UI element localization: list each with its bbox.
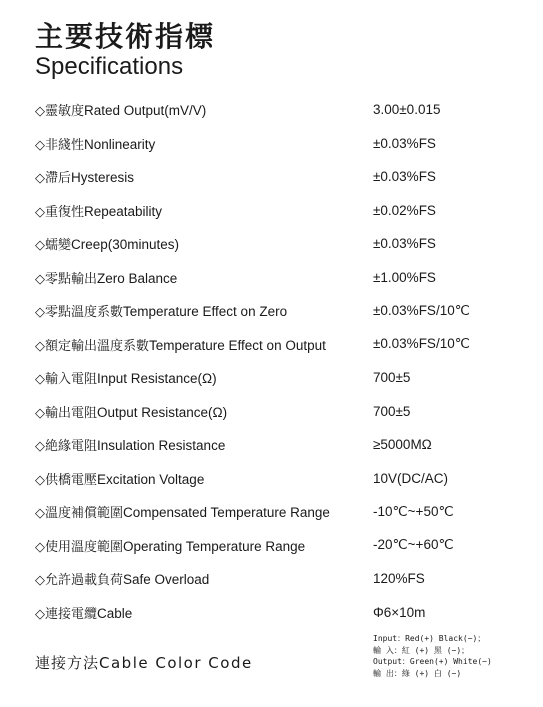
spec-value: ±0.03%FS/10℃ <box>373 336 470 352</box>
spec-value: ±1.00%FS <box>373 269 436 285</box>
spec-label-zh: ◇非綫性 <box>35 137 84 153</box>
cable-heading-zh: 連接方法 <box>35 654 100 672</box>
spec-label <box>35 469 373 488</box>
spec-value: 700±5 <box>373 370 411 386</box>
spec-value: ±0.03%FS <box>373 169 436 185</box>
spec-label-en: Excitation Voltage <box>97 471 205 487</box>
spec-value: ±0.03%FS <box>373 236 436 252</box>
spec-label <box>35 402 373 421</box>
spec-label-zh: ◇輸入電阻 <box>35 372 97 388</box>
cable-heading-en: Cable Color Code <box>99 654 253 672</box>
spec-row-nonlinearity <box>35 127 515 161</box>
spec-label-zh: ◇輸出電阻 <box>35 405 97 421</box>
spec-row-cable <box>35 596 515 630</box>
spec-label <box>35 335 373 354</box>
spec-label-zh: ◇允許過載負荷 <box>35 573 123 589</box>
spec-label <box>35 502 373 521</box>
spec-row-zero-balance <box>35 261 515 295</box>
spec-label-zh: ◇溫度補償範圍 <box>35 506 123 522</box>
spec-value: Φ6×10m <box>373 604 426 620</box>
spec-label-zh: ◇供橋電壓 <box>35 472 97 488</box>
spec-value: 10V(DC/AC) <box>373 470 449 486</box>
spec-label-en: Creep(30minutes) <box>71 237 180 253</box>
spec-value: 120%FS <box>373 571 425 587</box>
spec-value: ±0.03%FS <box>373 135 436 151</box>
spec-row-excitation-voltage <box>35 462 515 496</box>
spec-row-output-resistance <box>35 395 515 429</box>
spec-label-zh: ◇重復性 <box>35 204 84 220</box>
spec-label <box>35 603 373 622</box>
spec-label-en: Zero Balance <box>97 270 178 286</box>
spec-row-rated-output <box>35 93 515 127</box>
spec-value: 700±5 <box>373 403 411 419</box>
spec-value: -10℃~+50℃ <box>373 503 454 519</box>
spec-label-en: Hysteresis <box>71 170 135 186</box>
spec-label <box>35 435 373 454</box>
spec-label-zh: ◇額定輸出溫度系數 <box>35 338 149 354</box>
spec-row-input-resistance <box>35 361 515 395</box>
spec-label-en: Operating Temperature Range <box>123 538 306 554</box>
spec-label <box>35 100 373 119</box>
cable-line-input-en: Input：Red(+) Black(−)； <box>373 634 486 643</box>
spec-label-en: Insulation Resistance <box>97 438 226 454</box>
spec-label-zh: ◇靈敏度 <box>35 104 84 120</box>
spec-label-en: Nonlinearity <box>84 136 156 152</box>
spec-label <box>35 234 373 253</box>
spec-label-en: Output Resistance(Ω) <box>97 404 228 420</box>
spec-row-temp-effect-zero <box>35 294 515 328</box>
cable-color-code-heading <box>35 652 253 673</box>
spec-label-en: Repeatability <box>84 203 163 219</box>
spec-label-zh: ◇零點輸出 <box>35 271 97 287</box>
spec-label-en: Input Resistance(Ω) <box>97 371 217 387</box>
cable-line-output-zh: 輸 出：綠 (+) 白 (−) <box>373 668 462 678</box>
spec-label-zh: ◇零點溫度系數 <box>35 305 123 321</box>
spec-row-compensated-temp-range <box>35 495 515 529</box>
spec-row-temp-effect-output <box>35 328 515 362</box>
spec-label-zh: ◇絶緣電阻 <box>35 439 97 455</box>
spec-label-zh: ◇使用溫度範圍 <box>35 539 123 555</box>
spec-row-operating-temp-range <box>35 529 515 563</box>
spec-row-hysteresis <box>35 160 515 194</box>
spec-label-en: Rated Output(mV/V) <box>84 103 207 119</box>
spec-label-en: Temperature Effect on Output <box>149 337 326 353</box>
spec-row-repeatability <box>35 194 515 228</box>
spec-value: 3.00±0.015 <box>373 102 441 118</box>
spec-label <box>35 134 373 153</box>
spec-row-creep <box>35 227 515 261</box>
spec-row-safe-overload <box>35 562 515 596</box>
spec-label <box>35 536 373 555</box>
spec-value: ≥5000MΩ <box>373 437 432 453</box>
spec-label-en: Temperature Effect on Zero <box>123 304 288 320</box>
spec-label <box>35 268 373 287</box>
specifications-list <box>35 93 515 629</box>
spec-row-insulation-resistance <box>35 428 515 462</box>
spec-label-zh: ◇蠕變 <box>35 238 71 254</box>
cable-line-output-en: Output：Green(+) White(−) <box>373 657 492 666</box>
spec-label <box>35 201 373 220</box>
spec-value: ±0.02%FS <box>373 202 436 218</box>
spec-label <box>35 368 373 387</box>
cable-line-input-zh: 輸 入：紅 (+) 黑 (−)； <box>373 645 470 655</box>
spec-label <box>35 167 373 186</box>
spec-label-en: Cable <box>97 605 133 621</box>
spec-label-en: Compensated Temperature Range <box>123 505 330 521</box>
page-title-english: Specifications <box>35 53 184 80</box>
spec-label-en: Safe Overload <box>123 572 210 588</box>
cable-color-code-details <box>373 633 492 679</box>
spec-label-zh: ◇滯后 <box>35 171 71 187</box>
spec-value: -20℃~+60℃ <box>373 537 454 553</box>
spec-label <box>35 301 373 320</box>
spec-label-zh: ◇連接電纜 <box>35 606 97 622</box>
spec-label <box>35 569 373 588</box>
spec-value: ±0.03%FS/10℃ <box>373 302 470 318</box>
page-title-chinese: 主要技術指標 <box>35 20 216 53</box>
